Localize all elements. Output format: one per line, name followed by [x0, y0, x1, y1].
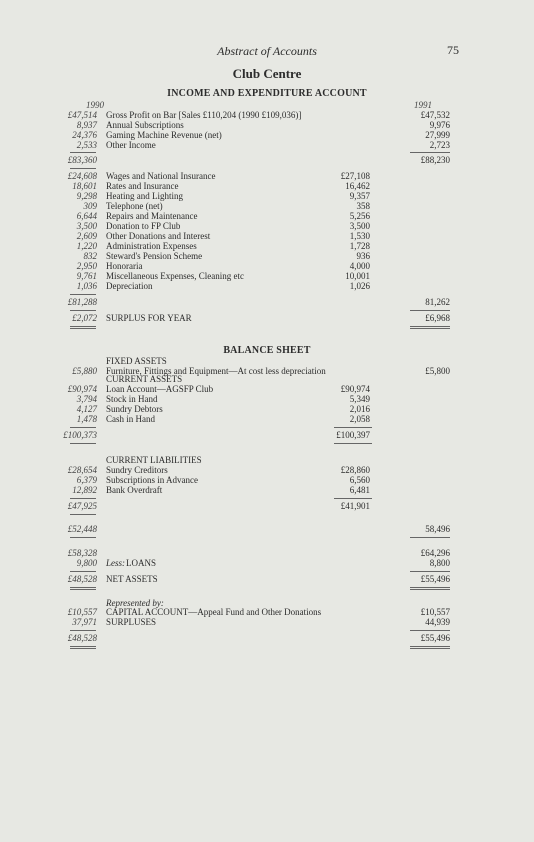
rule — [70, 571, 96, 572]
rule — [70, 152, 96, 153]
surpluses-row — [0, 617, 534, 628]
rule — [70, 443, 96, 444]
net-assets-row — [0, 574, 534, 585]
row-label: Other Income — [106, 140, 156, 150]
curr-value: 9,976 — [429, 120, 450, 130]
rule — [70, 310, 96, 311]
income-total-row — [0, 155, 534, 166]
rule — [70, 498, 96, 499]
row-label: Telephone (net) — [106, 201, 163, 211]
running-header-title: Abstract of Accounts — [217, 44, 317, 58]
amount-value: 936 — [356, 251, 370, 261]
prev-value: 8,937 — [76, 120, 97, 130]
prev-value: 1,036 — [76, 281, 97, 291]
net-current-row — [0, 524, 534, 535]
row-label: Rates and Insurance — [106, 181, 179, 191]
row-label: Other Donations and Interest — [106, 231, 211, 241]
prev-value: 18,601 — [72, 181, 97, 191]
current-assets-total-row — [0, 430, 534, 441]
row-label: Annual Subscriptions — [106, 120, 184, 130]
prev-value: £47,514 — [67, 110, 97, 120]
prev-value: £81,288 — [67, 297, 97, 307]
amount-value: 9,357 — [349, 191, 370, 201]
page-number: 75 — [447, 43, 459, 57]
prev-value: £10,557 — [67, 607, 97, 617]
surplus-row — [0, 313, 534, 324]
curr-value: £6,968 — [425, 313, 450, 323]
prev-value: 6,379 — [76, 475, 97, 485]
curr-value: £55,496 — [420, 633, 450, 643]
row-label: Loan Account—AGSFP Club — [106, 384, 214, 394]
prev-value: 37,971 — [72, 617, 97, 627]
row-label: Subscriptions in Advance — [106, 475, 198, 485]
row-label: Sundry Creditors — [106, 465, 168, 475]
row-label: Furniture, Fittings and Equipment—At cost less depreciation — [106, 366, 326, 376]
less-prefix: Less: — [106, 558, 126, 568]
prev-value: £48,528 — [67, 633, 97, 643]
prev-value: 3,500 — [76, 221, 97, 231]
prev-value: 9,761 — [76, 271, 97, 281]
amount-value: 2,016 — [349, 404, 370, 414]
prev-value: £83,360 — [67, 155, 97, 165]
row-label: LOANS — [126, 558, 157, 568]
final-total-row — [0, 633, 534, 644]
curr-value: £64,296 — [420, 548, 450, 558]
prev-value: £24,608 — [67, 171, 97, 181]
curr-value: 44,939 — [425, 617, 450, 627]
curr-value: £10,557 — [420, 607, 450, 617]
amount-value: 2,058 — [349, 414, 370, 424]
curr-value: £55,496 — [420, 574, 450, 584]
current-liability-row — [0, 485, 534, 496]
prev-value: £48,528 — [67, 574, 97, 584]
amount-value: 1,728 — [349, 241, 370, 251]
current-liabilities-total-row — [0, 501, 534, 512]
row-label: Cash in Hand — [106, 414, 155, 424]
prev-value: 309 — [83, 201, 97, 211]
represented-by-label: Represented by: — [106, 598, 164, 608]
row-label: Miscellaneous Expenses, Cleaning etc — [106, 271, 244, 281]
rule — [70, 427, 96, 428]
curr-value: 81,262 — [425, 297, 450, 307]
amount-value: 3,500 — [349, 221, 370, 231]
prev-value: £47,925 — [67, 501, 97, 511]
prev-value: 9,298 — [76, 191, 97, 201]
row-label: SURPLUSES — [106, 617, 157, 627]
row-label: Gaming Machine Revenue (net) — [106, 130, 222, 140]
amount-value: £90,974 — [340, 384, 370, 394]
prev-value: 2,950 — [76, 261, 97, 271]
prev-value: 1,220 — [76, 241, 97, 251]
amount-value: 4,000 — [349, 261, 370, 271]
double-rule — [70, 326, 96, 329]
rule — [334, 498, 372, 499]
amount-value: 5,349 — [349, 394, 370, 404]
rule — [410, 152, 450, 153]
prev-year-label: 1990 — [86, 100, 104, 110]
prev-value: 3,794 — [76, 394, 97, 404]
expense-total-row — [0, 297, 534, 308]
rule — [334, 443, 372, 444]
prev-value: 2,533 — [76, 140, 97, 150]
row-label: Bank Overdraft — [106, 485, 163, 495]
income-account-title: INCOME AND EXPENDITURE ACCOUNT — [167, 88, 367, 99]
double-rule — [70, 587, 96, 590]
curr-value: 58,496 — [425, 524, 450, 534]
double-rule — [410, 326, 450, 329]
row-label: Heating and Lighting — [106, 191, 183, 201]
rule — [410, 537, 450, 538]
row-label: Sundry Debtors — [106, 404, 163, 414]
prev-value: £2,072 — [72, 313, 97, 323]
current-asset-row — [0, 414, 534, 425]
row-label: Depreciation — [106, 281, 153, 291]
row-label: Steward's Pension Scheme — [106, 251, 203, 261]
income-row — [0, 140, 534, 151]
prev-value: 12,892 — [72, 485, 97, 495]
rule — [410, 630, 450, 631]
row-label: Gross Profit on Bar [Sales £110,204 (1990 £109,036)] — [106, 110, 302, 120]
balance-sheet-title: BALANCE SHEET — [223, 345, 311, 356]
rule — [70, 294, 96, 295]
prev-value: 832 — [83, 251, 97, 261]
prev-value: 24,376 — [72, 130, 97, 140]
amount-value: 10,001 — [345, 271, 370, 281]
prev-value: £58,328 — [67, 548, 97, 558]
prev-value: 6,644 — [76, 211, 97, 221]
double-rule — [70, 646, 96, 649]
rule — [70, 537, 96, 538]
row-label: SURPLUS FOR YEAR — [106, 313, 192, 323]
expense-row — [0, 281, 534, 292]
double-rule — [410, 587, 450, 590]
amount-value: 358 — [356, 201, 370, 211]
curr-value: 2,723 — [429, 140, 450, 150]
row-label: Honoraria — [106, 261, 143, 271]
curr-value: £47,532 — [420, 110, 450, 120]
amount-value: 6,560 — [349, 475, 370, 485]
amount-value: 1,530 — [349, 231, 370, 241]
amount-value: 5,256 — [349, 211, 370, 221]
rule — [334, 427, 372, 428]
rule — [70, 630, 96, 631]
amount-value: 1,026 — [349, 281, 370, 291]
curr-value: £5,800 — [425, 366, 450, 376]
section-heading: CURRENT LIABILITIES — [106, 455, 202, 465]
amount-value: 6,481 — [349, 485, 370, 495]
club-title: Club Centre — [232, 66, 302, 81]
prev-value: 4,127 — [76, 404, 97, 414]
prev-value: £5,880 — [72, 366, 97, 376]
rule — [410, 310, 450, 311]
row-label: Donation to FP Club — [106, 221, 181, 231]
prev-value: £52,448 — [67, 524, 97, 534]
curr-value: 27,999 — [425, 130, 450, 140]
amount-value: 16,462 — [345, 181, 370, 191]
row-label: Stock in Hand — [106, 394, 158, 404]
amount-value: £41,901 — [340, 501, 370, 511]
prev-value: 9,800 — [76, 558, 97, 568]
curr-year-label: 1991 — [414, 100, 432, 110]
prev-value: £90,974 — [67, 384, 97, 394]
row-label: Administration Expenses — [106, 241, 197, 251]
section-heading: FIXED ASSETS — [106, 356, 167, 366]
amount-value: £28,860 — [340, 465, 370, 475]
amount-value: £100,397 — [336, 430, 370, 440]
prev-value: £100,373 — [63, 430, 97, 440]
prev-value: 1,478 — [76, 414, 97, 424]
row-label: Wages and National Insurance — [106, 171, 216, 181]
row-label: CAPITAL ACCOUNT—Appeal Fund and Other Donations — [106, 607, 322, 617]
row-label: NET ASSETS — [106, 574, 158, 584]
double-rule — [410, 646, 450, 649]
amount-value: £27,108 — [340, 171, 370, 181]
row-label: Repairs and Maintenance — [106, 211, 198, 221]
rule — [70, 514, 96, 515]
rule — [410, 571, 450, 572]
prev-value: £28,654 — [67, 465, 97, 475]
curr-value: 8,800 — [429, 558, 450, 568]
prev-value: 2,609 — [76, 231, 97, 241]
section-heading: CURRENT ASSETS — [106, 374, 183, 384]
rule — [70, 168, 96, 169]
loans-row — [0, 558, 534, 569]
curr-value: £88,230 — [420, 155, 450, 165]
